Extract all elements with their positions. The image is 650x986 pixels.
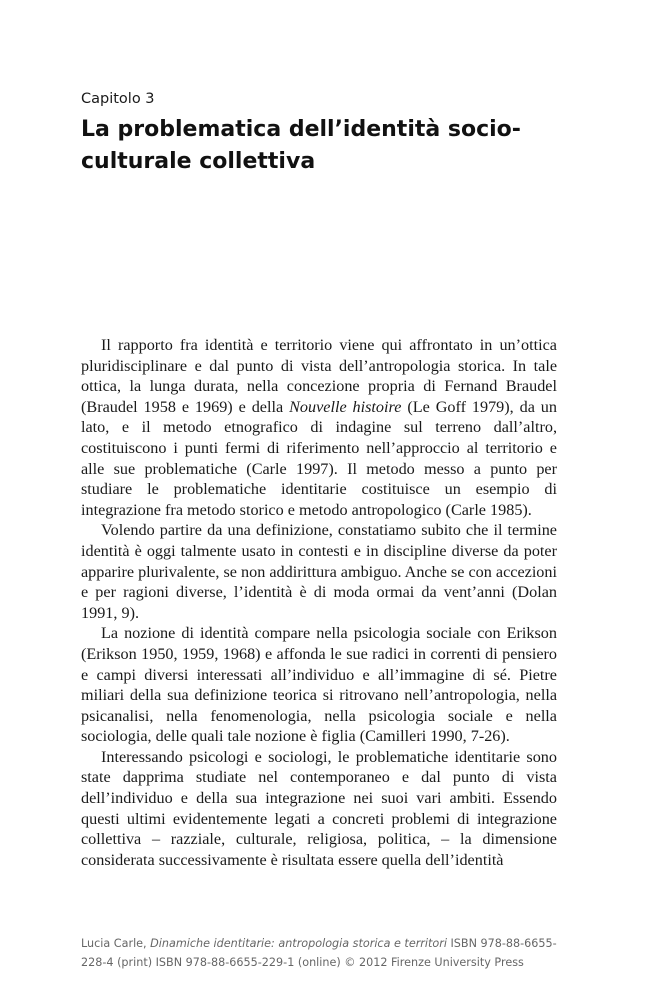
- paragraph-1: [81, 335, 557, 520]
- chapter-label: Capitolo 3: [81, 91, 155, 107]
- paragraph-3: La nozione di identità compare nella psicologia sociale con Erikson (Erikson 1950, 1959, 1968) e affonda le sue radici in correnti di pensiero e campi diversi interessati all’individuo e all’immagine di sé. Pietre miliari della sua definizione teorica si ritrovano nell’antropologia, nella psicanalisi, nella fenomenologia, nella psicologia sociale e nella sociologia, delle quali tale nozione è figlia (Camilleri 1990, 7-26).: [81, 624, 557, 746]
- paragraph-2: Volendo partire da una definizione, constatiamo subito che il termine identità è oggi talmente usato in contesti e in discipline diverse da poter apparire plurivalente, se non addirittura ambiguo. Anche se con accezioni e per ragioni diverse, l’identità è di moda ormai da vent’anni (Dolan 1991, 9).: [81, 521, 557, 622]
- footer-author: Lucia Carle,: [81, 937, 151, 950]
- paragraph-1-text-b: (Le Goff 1979), da un lato, e il metodo etnografico di indagine sul terreno dall’altro, costituiscono i punti fermi di riferimento nell’approccio al territorio e alle sue problematiche (Carle 1997). Il metodo messo a punto per studiare le problematiche identitarie costituisce un esempio di integrazione fra metodo storico e metodo antropologico (Carle 1985).: [81, 397, 557, 519]
- chapter-title: La problematica dell’identità socio-culturale collettiva: [81, 117, 521, 174]
- paragraph-4: Interessando psicologi e sociologi, le problematiche identitarie sono state dapprima studiate nel contemporaneo e dal punto di vista dell’individuo e della sua integrazione nei suoi vari ambiti. Essendo questi ultimi evidentemente legati a concreti problemi di integrazione collettiva – razziale, culturale, religiosa, politica, – la dimensione considerata successivamente è risultata essere quella dell’identità: [81, 747, 557, 869]
- paragraph-1-italic-title: Nouvelle histoire: [289, 397, 402, 416]
- body-text: [81, 335, 557, 870]
- paragraph-1-text-a: Il rapporto fra identità e territorio viene qui affrontato in un’ottica pluridisciplinare e dal punto di vista dell’antropologia storica. In tale ottica, la lunga durata, nella concezione propria di Fernand Braudel (Braudel 1958 e 1969) e della: [81, 336, 557, 416]
- citation-footer: [81, 934, 561, 972]
- footer-book-title: Dinamiche identitarie: antropologia storica e territori: [150, 937, 447, 950]
- footer-isbn: ISBN 978-88-6655-228-4 (print) ISBN 978-88-6655-229-1 (online) © 2012 Firenze University Press: [81, 937, 557, 969]
